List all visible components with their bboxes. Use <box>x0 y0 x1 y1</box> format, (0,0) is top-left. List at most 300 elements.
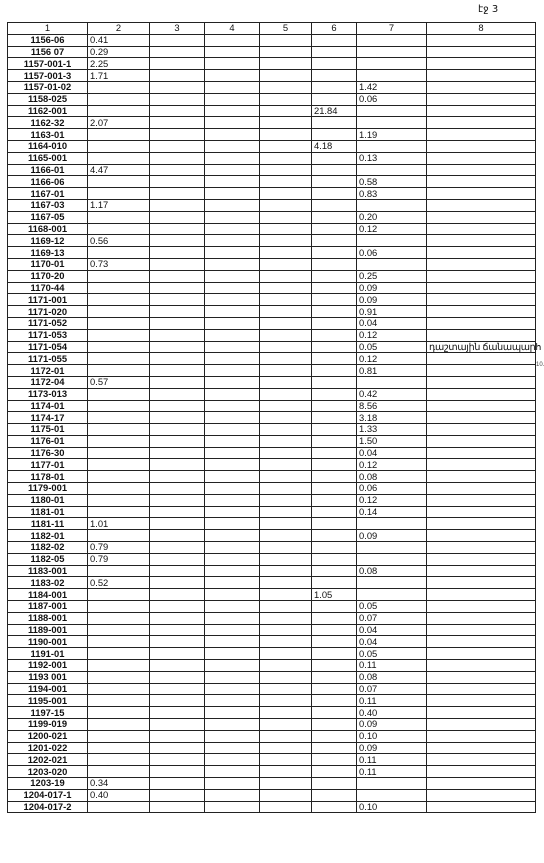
area-value-cell <box>88 648 150 660</box>
area-value-cell <box>205 400 260 412</box>
area-value-cell: 0.79 <box>88 553 150 565</box>
note-cell <box>427 188 536 200</box>
table-row <box>8 329 536 341</box>
area-value-cell: 0.10 <box>357 801 427 813</box>
table-row <box>8 648 536 660</box>
area-value-cell <box>150 188 205 200</box>
area-value-cell <box>260 270 312 282</box>
area-value-cell <box>88 270 150 282</box>
parcel-code-cell: 1171-001 <box>8 294 88 306</box>
table-row <box>8 388 536 400</box>
area-value-cell <box>150 81 205 93</box>
note-cell <box>427 671 536 683</box>
area-value-cell: 2.25 <box>88 58 150 70</box>
parcel-code-cell: 1167-05 <box>8 211 88 223</box>
area-value-cell <box>357 70 427 82</box>
area-value-cell <box>312 624 357 636</box>
table-row <box>8 188 536 200</box>
area-value-cell <box>260 329 312 341</box>
area-value-cell <box>312 258 357 270</box>
area-value-cell <box>260 778 312 790</box>
area-value-cell <box>150 353 205 365</box>
area-value-cell: 0.09 <box>357 742 427 754</box>
parcel-code-cell: 1203-020 <box>8 766 88 778</box>
area-value-cell: 0.07 <box>357 683 427 695</box>
area-value-cell <box>312 435 357 447</box>
note-cell <box>427 624 536 636</box>
area-value-cell <box>150 483 205 495</box>
area-value-cell <box>260 660 312 672</box>
area-value-cell <box>205 553 260 565</box>
area-value-cell <box>88 93 150 105</box>
area-value-cell <box>205 589 260 601</box>
table-row <box>8 223 536 235</box>
area-value-cell <box>357 140 427 152</box>
area-value-cell <box>88 471 150 483</box>
area-value-cell <box>260 424 312 436</box>
area-value-cell <box>205 801 260 813</box>
table-row <box>8 766 536 778</box>
table-row <box>8 636 536 648</box>
note-cell <box>427 565 536 577</box>
area-value-cell <box>150 459 205 471</box>
area-value-cell <box>205 152 260 164</box>
area-value-cell <box>260 530 312 542</box>
area-value-cell: 0.05 <box>357 341 427 353</box>
area-value-cell <box>312 117 357 129</box>
area-value-cell: 0.42 <box>357 388 427 400</box>
area-value-cell <box>88 683 150 695</box>
area-value-cell <box>260 695 312 707</box>
area-value-cell <box>150 93 205 105</box>
area-value-cell <box>205 565 260 577</box>
note-cell <box>427 270 536 282</box>
area-value-cell <box>312 329 357 341</box>
margin-mark: 10. <box>536 362 544 368</box>
area-value-cell <box>260 129 312 141</box>
area-value-cell <box>260 341 312 353</box>
note-cell <box>427 199 536 211</box>
area-value-cell <box>312 542 357 554</box>
parcel-code-cell: 1178-01 <box>8 471 88 483</box>
note-cell <box>427 329 536 341</box>
area-value-cell: 0.12 <box>357 494 427 506</box>
note-cell <box>427 164 536 176</box>
area-value-cell <box>312 176 357 188</box>
area-value-cell <box>260 565 312 577</box>
column-header: 3 <box>150 23 205 35</box>
area-value-cell <box>205 424 260 436</box>
table-row <box>8 707 536 719</box>
area-value-cell: 0.29 <box>88 46 150 58</box>
area-value-cell <box>150 553 205 565</box>
area-value-cell <box>150 589 205 601</box>
table-row <box>8 306 536 318</box>
area-value-cell <box>260 235 312 247</box>
area-value-cell <box>260 542 312 554</box>
parcel-code-cell: 1174-01 <box>8 400 88 412</box>
area-value-cell <box>205 754 260 766</box>
table-row <box>8 176 536 188</box>
note-cell <box>427 46 536 58</box>
area-value-cell <box>150 129 205 141</box>
parcel-code-cell: 1189-001 <box>8 624 88 636</box>
area-value-cell <box>260 789 312 801</box>
area-value-cell <box>260 400 312 412</box>
area-value-cell: 0.04 <box>357 624 427 636</box>
area-value-cell <box>312 671 357 683</box>
area-value-cell <box>312 376 357 388</box>
area-value-cell <box>88 282 150 294</box>
area-value-cell <box>88 388 150 400</box>
note-cell <box>427 683 536 695</box>
area-value-cell: 0.04 <box>357 636 427 648</box>
area-value-cell <box>205 223 260 235</box>
area-value-cell: 0.57 <box>88 376 150 388</box>
note-cell <box>427 553 536 565</box>
area-value-cell <box>312 730 357 742</box>
note-cell <box>427 778 536 790</box>
table-row <box>8 211 536 223</box>
table-row <box>8 542 536 554</box>
parcel-code-cell: 1197-15 <box>8 707 88 719</box>
area-value-cell <box>312 365 357 377</box>
area-value-cell <box>150 506 205 518</box>
area-value-cell <box>260 730 312 742</box>
parcel-code-cell: 1156-06 <box>8 34 88 46</box>
area-value-cell: 0.11 <box>357 754 427 766</box>
area-value-cell: 0.58 <box>357 176 427 188</box>
area-value-cell <box>312 518 357 530</box>
area-value-cell <box>312 58 357 70</box>
area-value-cell <box>357 117 427 129</box>
parcel-code-cell: 1183-001 <box>8 565 88 577</box>
area-value-cell <box>260 199 312 211</box>
note-cell <box>427 400 536 412</box>
parcel-code-cell: 1165-001 <box>8 152 88 164</box>
area-value-cell <box>260 188 312 200</box>
area-value-cell <box>205 188 260 200</box>
parcel-code-cell: 1171-055 <box>8 353 88 365</box>
table-row <box>8 412 536 424</box>
parcel-code-cell: 1172-04 <box>8 376 88 388</box>
area-value-cell: 4.18 <box>312 140 357 152</box>
area-value-cell <box>260 258 312 270</box>
area-value-cell <box>312 754 357 766</box>
parcel-code-cell: 1156 07 <box>8 46 88 58</box>
area-value-cell <box>312 152 357 164</box>
area-value-cell <box>312 199 357 211</box>
area-value-cell <box>260 306 312 318</box>
parcel-code-cell: 1176-01 <box>8 435 88 447</box>
area-value-cell <box>260 671 312 683</box>
area-value-cell <box>150 117 205 129</box>
area-value-cell <box>260 766 312 778</box>
area-value-cell <box>260 34 312 46</box>
area-value-cell <box>312 247 357 259</box>
table-row <box>8 565 536 577</box>
area-value-cell: 0.09 <box>357 530 427 542</box>
parcel-code-cell: 1204-017-1 <box>8 789 88 801</box>
area-value-cell <box>357 577 427 589</box>
area-value-cell <box>150 294 205 306</box>
table-row <box>8 589 536 601</box>
note-cell <box>427 223 536 235</box>
area-value-cell <box>205 719 260 731</box>
parcel-code-cell: 1166-01 <box>8 164 88 176</box>
note-cell <box>427 707 536 719</box>
area-value-cell <box>357 376 427 388</box>
parcel-code-cell: 1173-013 <box>8 388 88 400</box>
table-row <box>8 754 536 766</box>
area-value-cell <box>205 353 260 365</box>
area-value-cell <box>205 530 260 542</box>
parcel-code-cell: 1171-054 <box>8 341 88 353</box>
area-value-cell <box>260 81 312 93</box>
table-row <box>8 93 536 105</box>
parcel-code-cell: 1170-01 <box>8 258 88 270</box>
table-row <box>8 341 536 353</box>
area-value-cell <box>260 388 312 400</box>
area-value-cell <box>205 341 260 353</box>
parcel-code-cell: 1158-025 <box>8 93 88 105</box>
area-value-cell <box>88 317 150 329</box>
parcel-code-cell: 1182-05 <box>8 553 88 565</box>
note-cell <box>427 742 536 754</box>
area-value-cell <box>150 447 205 459</box>
area-value-cell <box>88 353 150 365</box>
note-cell <box>427 518 536 530</box>
note-cell <box>427 152 536 164</box>
area-value-cell <box>205 270 260 282</box>
area-value-cell <box>88 176 150 188</box>
area-value-cell <box>312 270 357 282</box>
area-value-cell <box>357 105 427 117</box>
area-value-cell <box>88 459 150 471</box>
area-value-cell <box>357 235 427 247</box>
table-row <box>8 317 536 329</box>
area-value-cell <box>88 211 150 223</box>
note-cell <box>427 471 536 483</box>
area-value-cell <box>260 211 312 223</box>
area-value-cell <box>312 459 357 471</box>
area-value-cell <box>312 530 357 542</box>
table-row <box>8 671 536 683</box>
area-value-cell: 0.09 <box>357 294 427 306</box>
area-value-cell <box>205 447 260 459</box>
note-cell <box>427 506 536 518</box>
area-value-cell: 0.41 <box>88 34 150 46</box>
column-number-row <box>8 23 536 35</box>
note-cell <box>427 612 536 624</box>
area-value-cell <box>357 258 427 270</box>
area-value-cell <box>205 683 260 695</box>
table-row <box>8 447 536 459</box>
area-value-cell <box>312 577 357 589</box>
table-row <box>8 34 536 46</box>
table-row <box>8 140 536 152</box>
area-value-cell: 0.56 <box>88 235 150 247</box>
area-value-cell <box>260 164 312 176</box>
parcel-code-cell: 1176-30 <box>8 447 88 459</box>
area-value-cell <box>150 636 205 648</box>
area-value-cell <box>260 518 312 530</box>
area-value-cell <box>150 719 205 731</box>
note-cell <box>427 435 536 447</box>
area-value-cell: 0.12 <box>357 223 427 235</box>
area-value-cell <box>150 164 205 176</box>
note-cell <box>427 601 536 613</box>
area-value-cell: 0.79 <box>88 542 150 554</box>
area-value-cell <box>150 542 205 554</box>
area-value-cell <box>312 766 357 778</box>
parcel-code-cell: 1167-01 <box>8 188 88 200</box>
area-value-cell: 0.05 <box>357 648 427 660</box>
area-value-cell <box>88 105 150 117</box>
area-value-cell <box>312 211 357 223</box>
parcel-code-cell: 1200-021 <box>8 730 88 742</box>
area-value-cell <box>88 152 150 164</box>
parcel-code-cell: 1192-001 <box>8 660 88 672</box>
note-cell <box>427 801 536 813</box>
table-row <box>8 730 536 742</box>
area-value-cell <box>150 235 205 247</box>
area-value-cell <box>205 164 260 176</box>
parcel-code-cell: 1171-020 <box>8 306 88 318</box>
table-row <box>8 365 536 377</box>
table-row <box>8 778 536 790</box>
area-value-cell <box>312 778 357 790</box>
area-value-cell: 0.09 <box>357 719 427 731</box>
parcel-code-cell: 1204-017-2 <box>8 801 88 813</box>
note-cell <box>427 58 536 70</box>
note-cell <box>427 730 536 742</box>
area-value-cell <box>357 46 427 58</box>
area-value-cell <box>88 329 150 341</box>
note-cell <box>427 258 536 270</box>
note-cell <box>427 376 536 388</box>
area-value-cell <box>260 58 312 70</box>
area-value-cell <box>150 471 205 483</box>
note-cell: դաշտային ճանապարհ <box>427 341 536 353</box>
parcel-code-cell: 1171-053 <box>8 329 88 341</box>
area-value-cell: 0.14 <box>357 506 427 518</box>
parcel-code-cell: 1164-010 <box>8 140 88 152</box>
area-value-cell <box>150 424 205 436</box>
area-value-cell: 0.11 <box>357 660 427 672</box>
note-cell <box>427 424 536 436</box>
table-row <box>8 81 536 93</box>
area-value-cell <box>88 341 150 353</box>
area-value-cell <box>357 34 427 46</box>
area-value-cell <box>150 601 205 613</box>
table-row <box>8 719 536 731</box>
area-value-cell <box>312 695 357 707</box>
table-row <box>8 601 536 613</box>
parcel-code-cell: 1174-17 <box>8 412 88 424</box>
parcel-code-cell: 1157-01-02 <box>8 81 88 93</box>
area-value-cell <box>150 530 205 542</box>
area-value-cell <box>150 34 205 46</box>
note-cell <box>427 176 536 188</box>
area-value-cell <box>312 388 357 400</box>
area-value-cell <box>260 612 312 624</box>
area-value-cell <box>312 660 357 672</box>
table-row <box>8 152 536 164</box>
area-value-cell <box>205 671 260 683</box>
area-value-cell <box>260 152 312 164</box>
area-value-cell: 0.04 <box>357 447 427 459</box>
area-value-cell <box>150 46 205 58</box>
table-row <box>8 577 536 589</box>
area-value-cell <box>150 494 205 506</box>
area-value-cell <box>205 612 260 624</box>
area-value-cell <box>260 353 312 365</box>
area-value-cell <box>150 376 205 388</box>
area-value-cell <box>205 766 260 778</box>
area-value-cell <box>150 400 205 412</box>
area-value-cell <box>88 660 150 672</box>
area-value-cell <box>150 695 205 707</box>
parcel-code-cell: 1195-001 <box>8 695 88 707</box>
area-value-cell <box>150 247 205 259</box>
note-cell <box>427 365 536 377</box>
area-value-cell <box>260 140 312 152</box>
area-value-cell <box>260 719 312 731</box>
note-cell <box>427 353 536 365</box>
note-cell <box>427 412 536 424</box>
area-value-cell <box>205 81 260 93</box>
table-row <box>8 270 536 282</box>
area-value-cell <box>88 129 150 141</box>
parcel-code-cell: 1157-001-3 <box>8 70 88 82</box>
area-value-cell <box>88 565 150 577</box>
column-header: 2 <box>88 23 150 35</box>
area-value-cell <box>150 199 205 211</box>
table-row <box>8 483 536 495</box>
area-value-cell <box>88 447 150 459</box>
area-value-cell <box>260 70 312 82</box>
area-value-cell <box>150 648 205 660</box>
note-cell <box>427 294 536 306</box>
area-value-cell <box>88 140 150 152</box>
table-row <box>8 435 536 447</box>
area-value-cell <box>205 140 260 152</box>
area-value-cell <box>312 34 357 46</box>
area-value-cell <box>205 247 260 259</box>
area-value-cell <box>312 483 357 495</box>
area-value-cell: 0.10 <box>357 730 427 742</box>
area-value-cell <box>150 341 205 353</box>
area-value-cell <box>260 624 312 636</box>
column-header: 7 <box>357 23 427 35</box>
area-value-cell <box>260 553 312 565</box>
area-value-cell <box>205 542 260 554</box>
area-value-cell <box>88 435 150 447</box>
area-value-cell <box>260 494 312 506</box>
area-value-cell <box>205 695 260 707</box>
area-value-cell <box>312 648 357 660</box>
area-value-cell <box>205 70 260 82</box>
note-cell <box>427 129 536 141</box>
area-value-cell <box>150 707 205 719</box>
area-value-cell <box>150 329 205 341</box>
area-value-cell <box>205 459 260 471</box>
parcel-code-cell: 1168-001 <box>8 223 88 235</box>
area-value-cell <box>88 494 150 506</box>
area-value-cell <box>205 46 260 58</box>
area-value-cell <box>88 801 150 813</box>
